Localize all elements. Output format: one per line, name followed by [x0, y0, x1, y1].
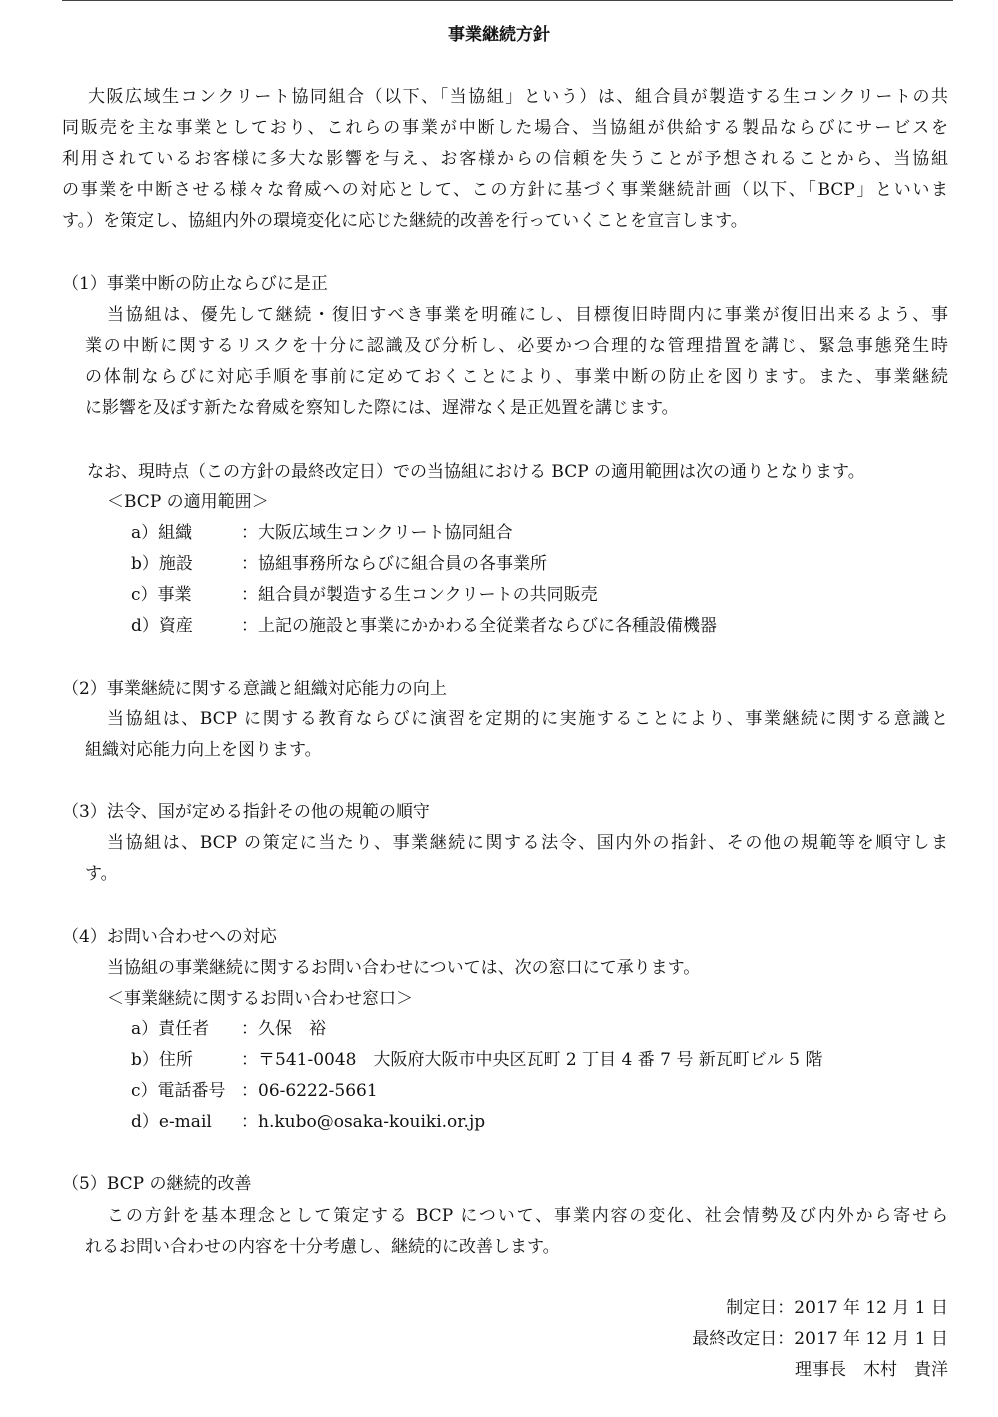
intro-line: す。）を策定し、協組内外の環境変化に応じた継続的改善を行っていくことを宣言します。: [62, 211, 748, 231]
top-rule: [62, 0, 953, 1]
intro-line: 同販売を主な事業としており、これらの事業が中断した場合、当協組が供給する製品ならびにサービスを: [62, 118, 948, 138]
scope-label: b）施設: [131, 554, 193, 574]
intro-line: 利用されているお客様に多大な影響を与え、お客様からの信頼を失うことが予想されることから、当協組: [62, 149, 948, 169]
scope-label: a）組織: [131, 523, 193, 543]
section-5-line: れるお問い合わせの内容を十分考慮し、継続的に改善します。: [85, 1237, 560, 1257]
contact-label: c）電話番号: [131, 1081, 226, 1101]
section-2-line: 当協組は、BCP に関する教育ならびに演習を定期的に実施することにより、事業継続に関する意識と: [107, 709, 948, 729]
document-title: 事業継続方針: [448, 25, 550, 45]
scope-heading: ＜BCP の適用範囲＞: [107, 492, 269, 512]
contact-phone: ：06-6222-5661: [241, 1081, 378, 1101]
scope-value: ：上記の施設と事業にかかわる全従業者ならびに各種設備機器: [241, 616, 717, 636]
intro-line: 大阪広域生コンクリート協同組合（以下、「当協組」という）は、組合員が製造する生コンクリートの共: [88, 87, 948, 107]
section-4-line: 当協組の事業継続に関するお問い合わせについては、次の窓口にて承ります。: [107, 958, 701, 978]
contact-person: ：久保 裕: [241, 1019, 326, 1039]
intro-line: の事業を中断させる様々な脅威への対応として、この方針に基づく事業継続計画（以下、「BCP」といいま: [62, 180, 948, 200]
signer: 理事長 木村 貴洋: [795, 1360, 948, 1380]
section-5-line: この方針を基本理念として策定する BCP について、事業内容の変化、社会情勢及び内外から寄せら: [107, 1206, 948, 1226]
contact-label: b）住所: [131, 1050, 193, 1070]
contact-label: a）責任者: [131, 1019, 210, 1039]
section-2-heading: （2）事業継続に関する意識と組織対応能力の向上: [62, 679, 447, 699]
scope-note: なお、現時点（この方針の最終改定日）での当協組における BCP の適用範囲は次の通りとなります。: [87, 462, 865, 482]
section-5-heading: （5）BCP の継続的改善: [62, 1174, 252, 1194]
established-date: 制定日：2017 年 12 月 1 日: [726, 1298, 948, 1318]
contact-heading: ＜事業継続に関するお問い合わせ窓口＞: [107, 989, 413, 1009]
section-4-heading: （4）お問い合わせへの対応: [62, 927, 277, 947]
section-1-line: 当協組は、優先して継続・復旧すべき事業を明確にし、目標復旧時間内に事業が復旧出来るよう、事: [107, 305, 948, 325]
contact-address: ：〒541-0048 大阪府大阪市中央区瓦町 2 丁目 4 番 7 号 新瓦町ビル 5 階: [241, 1050, 823, 1070]
revised-date: 最終改定日：2017 年 12 月 1 日: [692, 1329, 948, 1349]
section-3-line: 当協組は、BCP の策定に当たり、事業継続に関する法令、国内外の指針、その他の規範等を順守しま: [107, 833, 948, 853]
scope-value: ：組合員が製造する生コンクリートの共同販売: [241, 585, 598, 605]
scope-label: c）事業: [131, 585, 192, 605]
section-1-line: 業の中断に関するリスクを十分に認識及び分析し、必要かつ合理的な管理措置を講じ、緊急事態発生時: [85, 336, 948, 356]
contact-email: ：h.kubo@osaka-kouiki.or.jp: [241, 1112, 486, 1132]
scope-label: d）資産: [131, 616, 193, 636]
scope-value: ：協組事務所ならびに組合員の各事業所: [241, 554, 547, 574]
section-3-heading: （3）法令、国が定める指針その他の規範の順守: [62, 802, 430, 822]
section-1-line: に影響を及ぼす新たな脅威を察知した際には、遅滞なく是正処置を講じます。: [85, 398, 679, 418]
section-2-line: 組織対応能力向上を図ります。: [85, 740, 322, 760]
section-1-heading: （1）事業中断の防止ならびに是正: [62, 274, 328, 294]
scope-value: ：大阪広域生コンクリート協同組合: [241, 523, 513, 543]
contact-label: d）e-mail: [131, 1112, 212, 1132]
section-1-line: の体制ならびに対応手順を事前に定めておくことにより、事業中断の防止を図ります。また、事業継続: [85, 367, 948, 387]
section-3-line: す。: [85, 864, 118, 884]
